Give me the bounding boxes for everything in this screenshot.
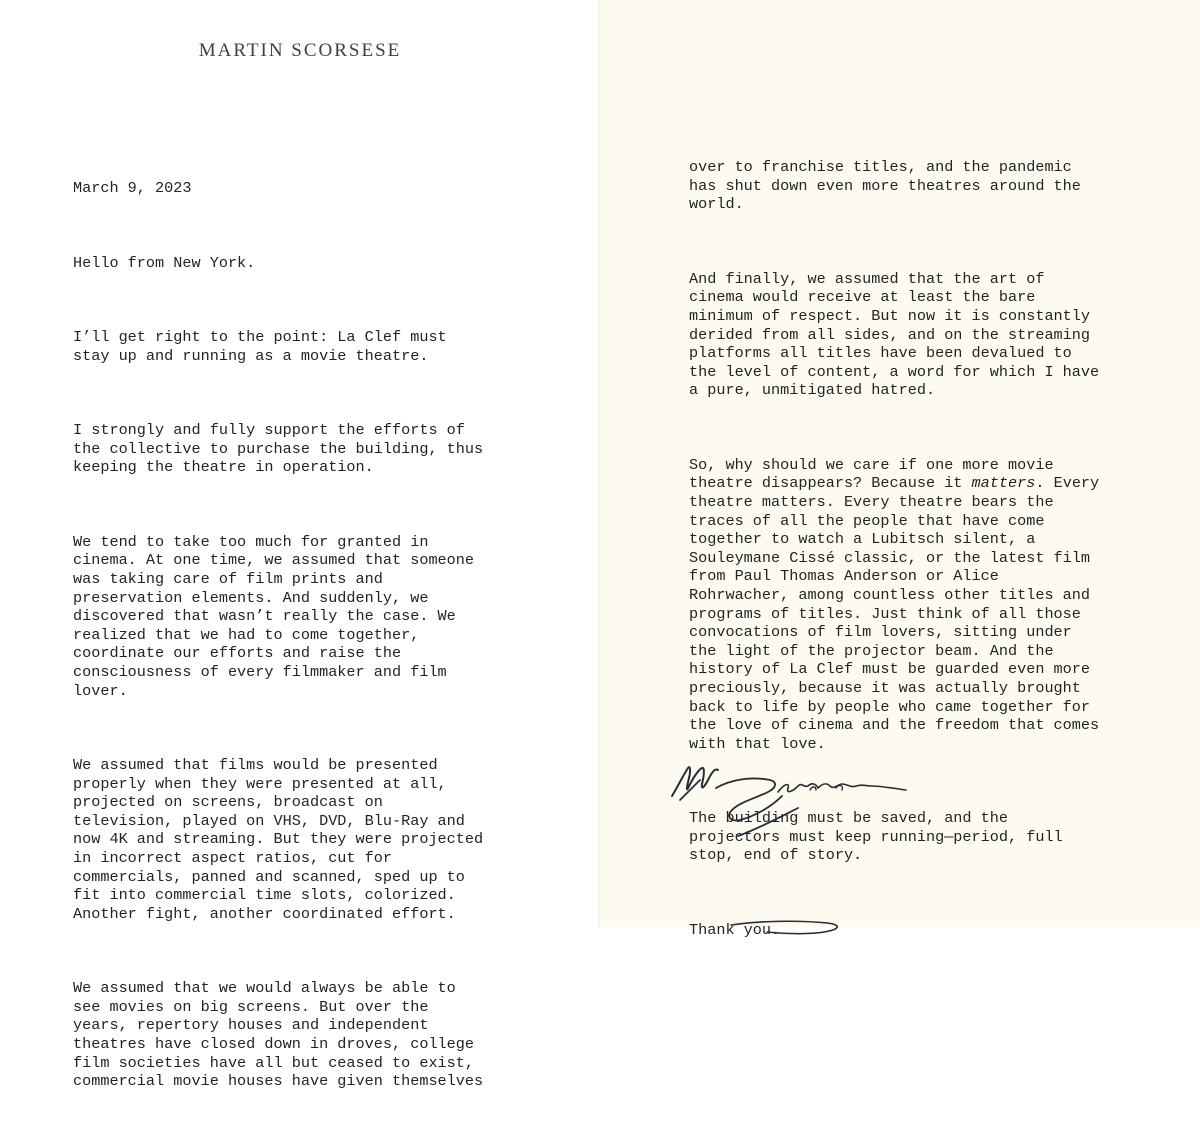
letter-paragraph-matters (689, 456, 1189, 754)
letter-paragraph: over to franchise titles, and the pandemic has shut down even more theatres around the world. (689, 158, 1081, 214)
handwritten-signature (660, 730, 930, 850)
letter-sign-off: Thank you. (689, 920, 781, 939)
letter-date: March 9, 2023 (73, 179, 192, 198)
letter-paragraph: And finally, we assumed that the art of cinema would receive at least the bare minimum of respect. But now it is constantly derided from all sides, and on the streaming platforms all titles have been devalued to the level of content, a word for which I have a pure, unmitigated hatred. (689, 269, 1100, 400)
letterhead: MARTIN SCORSESE (198, 40, 402, 61)
letter-body-right (689, 121, 1189, 995)
matters-after: . Every theatre matters. Every theatre bears the traces of all the people that have come together to watch a Lubitsch silent, a Souleymane Cissé classic, or the latest film from Paul Thomas Anderson or Alice Rohrwacher, among countless other titles and programs of titles. Just think of all those convocations of film lovers, sitting under the light of the projector beam. And the history of La Clef must be guarded even more preciously, because it was actually brought back to life by people who came together for the love of cinema and the freedom that comes with that love. (689, 474, 1100, 753)
letter-paragraph: I strongly and fully support the efforts of the collective to purchase the building, thus keeping the theatre in operation. (73, 421, 484, 477)
matters-emphasis: matters (971, 474, 1036, 493)
letter-closing-paragraph: The building must be saved, and the projectors must keep running—period, full stop, end of story. (689, 809, 1063, 865)
letter-greeting: Hello from New York. (73, 253, 256, 272)
matters-before: So, why should we care if one more movie theatre disappears? Because it (689, 455, 1054, 493)
sign-off-wrap (689, 921, 780, 940)
letter-paragraph: We assumed that we would always be able to see movies on big screens. But over the years, repertory houses and independent theatres have closed down in droves, college film societies have all but ceased to exist, commercial movie houses have given themselves (73, 979, 484, 1091)
letter-page-left (0, 0, 600, 1091)
letter-paragraph: We tend to take too much for granted in cinema. At one time, we assumed that someone was taking care of film prints and preservation elements. And suddenly, we discovered that wasn’t really the case. We realized that we had to come together, coordinate our efforts and raise the consciousness of every filmmaker and film lover. (73, 532, 475, 700)
letter-sign-off-line (689, 921, 1189, 940)
letter-body-left (73, 142, 573, 1147)
letter-paragraph: I’ll get right to the point: La Clef must stay up and running as a movie theatre. (73, 328, 447, 365)
signature-icon (660, 730, 930, 850)
letter-paragraph: We assumed that films would be presented properly when they were presented at all, projected on screens, broadcast on television, played on VHS, DVD, Blu-Ray and now 4K and streaming. But they were projected in incorrect aspect ratios, cut for commercials, panned and scanned, sped up to fit into commercial time slots, colorized. Another fight, another coordinated effort. (73, 756, 484, 923)
